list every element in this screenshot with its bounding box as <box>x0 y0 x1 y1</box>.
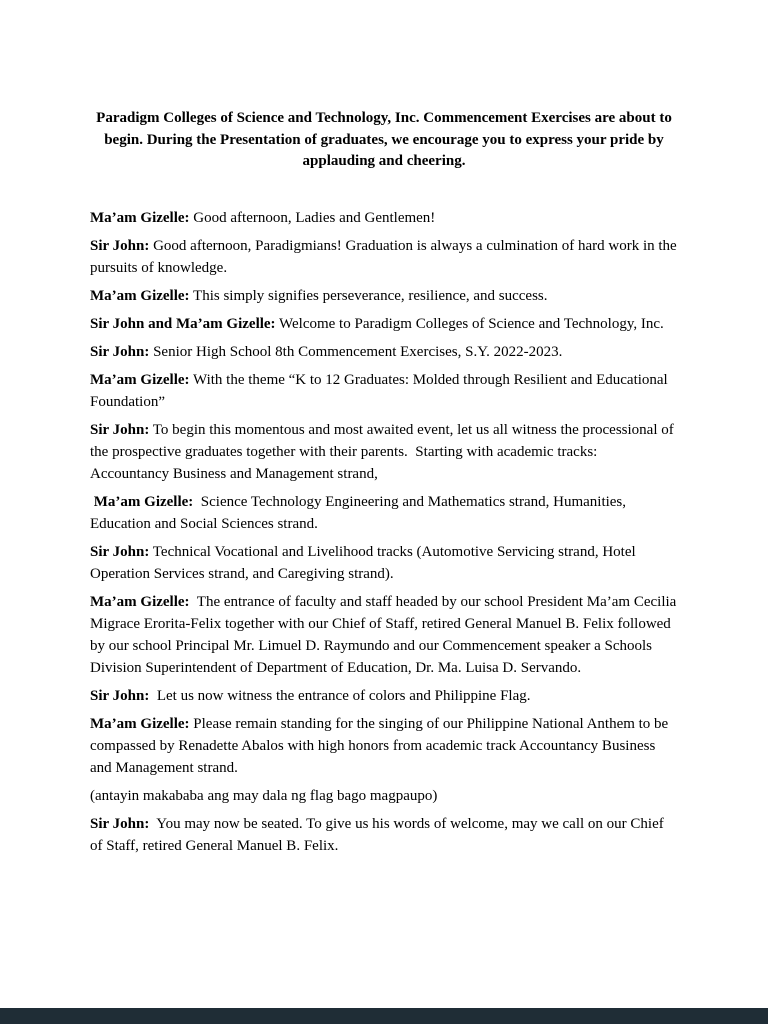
dialogue-text: To begin this momentous and most awaited event, let us all witness the processional of the prospective graduates together with their parents. Starting with academic tracks: Accountancy Business and Management strand, <box>90 421 678 482</box>
script-paragraph <box>90 341 678 363</box>
dialogue-text: Let us now witness the entrance of colors and Philippine Flag. <box>149 687 531 704</box>
dialogue-text: Please remain standing for the singing of our Philippine National Anthem to be compassed by Renadette Abalos with high honors from academic track Accountancy Business and Management strand. <box>90 715 672 776</box>
dialogue-text: This simply signifies perseverance, resilience, and success. <box>189 287 548 304</box>
script-paragraph <box>90 685 678 707</box>
script-paragraph <box>90 785 678 807</box>
script-paragraph <box>90 491 678 535</box>
speaker-name: Ma’am Gizelle: <box>90 493 194 510</box>
dialogue-text: You may now be seated. To give us his words of welcome, may we call on our Chief of Staff, retired General Manuel B. Felix. <box>90 815 668 854</box>
speaker-name: Sir John: <box>90 421 150 438</box>
script-paragraph <box>90 285 678 307</box>
script-paragraph <box>90 541 678 585</box>
script-paragraph <box>90 207 678 229</box>
script-paragraph <box>90 419 678 485</box>
speaker-name: Ma’am Gizelle: <box>90 371 190 388</box>
speaker-name: Sir John: <box>90 343 150 360</box>
speaker-name: Sir John: <box>90 687 150 704</box>
speaker-name: Sir John: <box>90 815 150 832</box>
dialogue-text: Senior High School 8th Commencement Exercises, S.Y. 2022-2023. <box>149 343 563 360</box>
dialogue-text: With the theme “K to 12 Graduates: Molded through Resilient and Educational Foundation” <box>90 371 672 410</box>
dialogue-text: The entrance of faculty and staff headed by our school President Ma’am Cecilia Migrace Erorita-Felix together with our Chief of Staff, retired General Manuel B. Felix followed by our school Principal Mr. Limuel D. Raymundo and our Commencement speaker a Schools Division Superintendent of Department of Education, Dr. Ma. Luisa D. Servando. <box>90 593 681 676</box>
speaker-name: Sir John: <box>90 237 150 254</box>
speaker-name: Sir John: <box>90 543 150 560</box>
speaker-name: Ma’am Gizelle: <box>90 287 190 304</box>
speaker-name: Ma’am Gizelle: <box>90 593 190 610</box>
dialogue-text: Welcome to Paradigm Colleges of Science and Technology, Inc. <box>275 315 664 332</box>
dialogue-text: Technical Vocational and Livelihood tracks (Automotive Servicing strand, Hotel Operation Services strand, and Caregiving strand). <box>90 543 640 582</box>
script-body <box>90 207 681 857</box>
dialogue-text: (antayin makababa ang may dala ng flag bago magpaupo) <box>90 787 438 804</box>
dialogue-text: Science Technology Engineering and Mathematics strand, Humanities, Education and Social Sciences strand. <box>90 493 630 532</box>
speaker-name: Ma’am Gizelle: <box>90 715 190 732</box>
script-paragraph <box>90 813 678 857</box>
viewer-page-gap-bar <box>0 1008 768 1024</box>
dialogue-text: Good afternoon, Paradigmians! Graduation is always a culmination of hard work in the pursuits of knowledge. <box>90 237 681 276</box>
script-paragraph <box>90 313 678 335</box>
script-paragraph <box>90 713 678 779</box>
script-paragraph <box>90 591 681 679</box>
document-title: Paradigm Colleges of Science and Technology, Inc. Commencement Exercises are about to begin. During the Presentation of graduates, we encourage you to express your pride by applauding and cheering. <box>96 110 672 169</box>
script-paragraph <box>90 235 681 279</box>
speaker-name: Sir John and Ma’am Gizelle: <box>90 315 276 332</box>
dialogue-text: Good afternoon, Ladies and Gentlemen! <box>189 209 436 226</box>
speaker-name: Ma’am Gizelle: <box>90 209 190 226</box>
script-paragraph <box>90 369 678 413</box>
